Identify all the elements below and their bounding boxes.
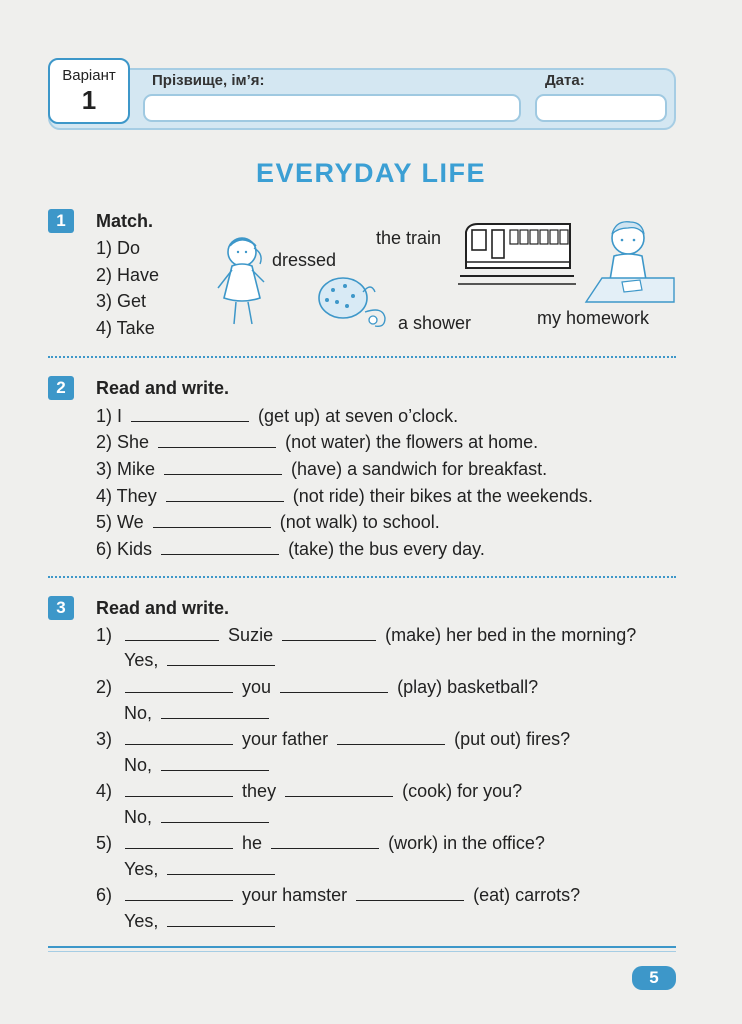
- task3-subject: you: [242, 677, 272, 697]
- answer-blank[interactable]: [337, 730, 445, 745]
- answer-blank[interactable]: [125, 834, 233, 849]
- match-word-homework: my homework: [537, 308, 650, 328]
- task3-subject: your hamster: [242, 885, 348, 905]
- match-word-dressed: dressed: [272, 250, 337, 270]
- task2-row-start: 6) Kids: [96, 539, 153, 559]
- task3-question: [96, 833, 545, 854]
- train-illustration: [458, 218, 576, 288]
- variant-box: [48, 58, 130, 124]
- task2-row-end: (have) a sandwich for breakfast.: [291, 459, 548, 479]
- task3-answer-word: Yes,: [124, 650, 159, 670]
- name-field[interactable]: [143, 94, 521, 122]
- shower-illustration: [313, 272, 393, 334]
- answer-blank[interactable]: [131, 407, 249, 422]
- task3-answer: [124, 859, 275, 880]
- match-word-train: the train: [376, 228, 442, 248]
- task3-answer-word: Yes,: [124, 859, 159, 879]
- task2-row-start: 3) Mike: [96, 459, 156, 479]
- task3-question: [96, 625, 636, 646]
- task3-subject: they: [242, 781, 277, 801]
- task3-row-end: (put out) fires?: [454, 729, 571, 749]
- match-word-shower: a shower: [398, 313, 472, 333]
- bottom-rule-thin: [48, 951, 676, 952]
- task3-answer: [124, 911, 275, 932]
- page-title: EVERYDAY LIFE: [255, 158, 487, 188]
- task2-row-start: 1) I: [96, 406, 123, 426]
- task3-row-number: 4): [96, 781, 113, 801]
- answer-blank[interactable]: [161, 540, 279, 555]
- task2-number-badge: 2: [48, 376, 74, 400]
- task3-answer-word: No,: [124, 703, 153, 723]
- date-field[interactable]: [535, 94, 667, 122]
- answer-blank[interactable]: [282, 626, 376, 641]
- task3-subject: he: [242, 833, 263, 853]
- task2-row-start: 2) She: [96, 432, 150, 452]
- answer-blank[interactable]: [280, 678, 388, 693]
- task2-row-end: (not ride) their bikes at the weekends.: [292, 486, 593, 506]
- task3-answer: [124, 703, 269, 724]
- bottom-rule: [48, 946, 676, 948]
- task2-row-end: (get up) at seven o’clock.: [258, 406, 459, 426]
- answer-blank[interactable]: [153, 513, 271, 528]
- answer-blank[interactable]: [164, 460, 282, 475]
- section-divider-1: [48, 356, 676, 358]
- date-label: Дата:: [545, 72, 585, 89]
- task3-subject: Suzie: [228, 625, 274, 645]
- task2-row: [96, 512, 440, 533]
- task2-row: [96, 406, 458, 427]
- task3-row-end: (make) her bed in the morning?: [385, 625, 637, 645]
- task1-heading: Match.: [96, 211, 154, 231]
- answer-blank[interactable]: [356, 886, 464, 901]
- task3-row-end: (eat) carrots?: [473, 885, 581, 905]
- page-number: 5: [632, 966, 676, 990]
- task3-row-number: 1): [96, 625, 113, 645]
- answer-blank[interactable]: [167, 651, 275, 666]
- task3-number-badge: 3: [48, 596, 74, 620]
- variant-label: Варіант: [62, 67, 116, 84]
- task2-row: [96, 459, 547, 480]
- answer-blank[interactable]: [125, 678, 233, 693]
- task3-row-end: (cook) for you?: [402, 781, 523, 801]
- task1-item-1: 1) Do: [96, 238, 141, 258]
- answer-blank[interactable]: [285, 782, 393, 797]
- task1-item-4: 4) Take: [96, 318, 155, 338]
- task3-subject: your father: [242, 729, 329, 749]
- answer-blank[interactable]: [158, 433, 276, 448]
- answer-blank[interactable]: [125, 626, 219, 641]
- answer-blank[interactable]: [125, 730, 233, 745]
- answer-blank[interactable]: [161, 808, 269, 823]
- task2-heading: Read and write.: [96, 378, 230, 398]
- girl-dressing-illustration: [214, 232, 270, 330]
- task2-row: [96, 432, 538, 453]
- answer-blank[interactable]: [166, 487, 284, 502]
- task3-answer-word: No,: [124, 807, 153, 827]
- task1-number-badge: 1: [48, 209, 74, 233]
- task3-question: [96, 885, 580, 906]
- task2-row: [96, 486, 593, 507]
- task3-row-end: (play) basketball?: [397, 677, 539, 697]
- task1-item-2: 2) Have: [96, 265, 160, 285]
- task3-row-number: 5): [96, 833, 113, 853]
- answer-blank[interactable]: [161, 756, 269, 771]
- task3-row-number: 6): [96, 885, 113, 905]
- variant-number: 1: [81, 85, 97, 115]
- task2-row: [96, 539, 485, 560]
- task3-heading: Read and write.: [96, 598, 230, 618]
- task3-answer: [124, 650, 275, 671]
- answer-blank[interactable]: [271, 834, 379, 849]
- section-divider-2: [48, 576, 676, 578]
- task3-answer: [124, 755, 269, 776]
- task2-row-end: (take) the bus every day.: [288, 539, 485, 559]
- task3-row-number: 2): [96, 677, 113, 697]
- task3-question: [96, 729, 570, 750]
- name-label: Прізвище, ім’я:: [152, 72, 265, 89]
- task3-question: [96, 677, 538, 698]
- answer-blank[interactable]: [125, 782, 233, 797]
- task2-row-end: (not walk) to school.: [279, 512, 440, 532]
- task3-row-number: 3): [96, 729, 113, 749]
- task2-row-end: (not water) the flowers at home.: [285, 432, 539, 452]
- task3-answer-word: No,: [124, 755, 153, 775]
- task3-answer: [124, 807, 269, 828]
- answer-blank[interactable]: [167, 912, 275, 927]
- boy-homework-illustration: [582, 218, 676, 306]
- task2-row-start: 4) They: [96, 486, 157, 506]
- task3-question: [96, 781, 522, 802]
- task3-row-end: (work) in the office?: [388, 833, 545, 853]
- answer-blank[interactable]: [167, 860, 275, 875]
- task2-row-start: 5) We: [96, 512, 144, 532]
- task1-item-3: 3) Get: [96, 291, 147, 311]
- answer-blank[interactable]: [161, 704, 269, 719]
- answer-blank[interactable]: [125, 886, 233, 901]
- task3-answer-word: Yes,: [124, 911, 159, 931]
